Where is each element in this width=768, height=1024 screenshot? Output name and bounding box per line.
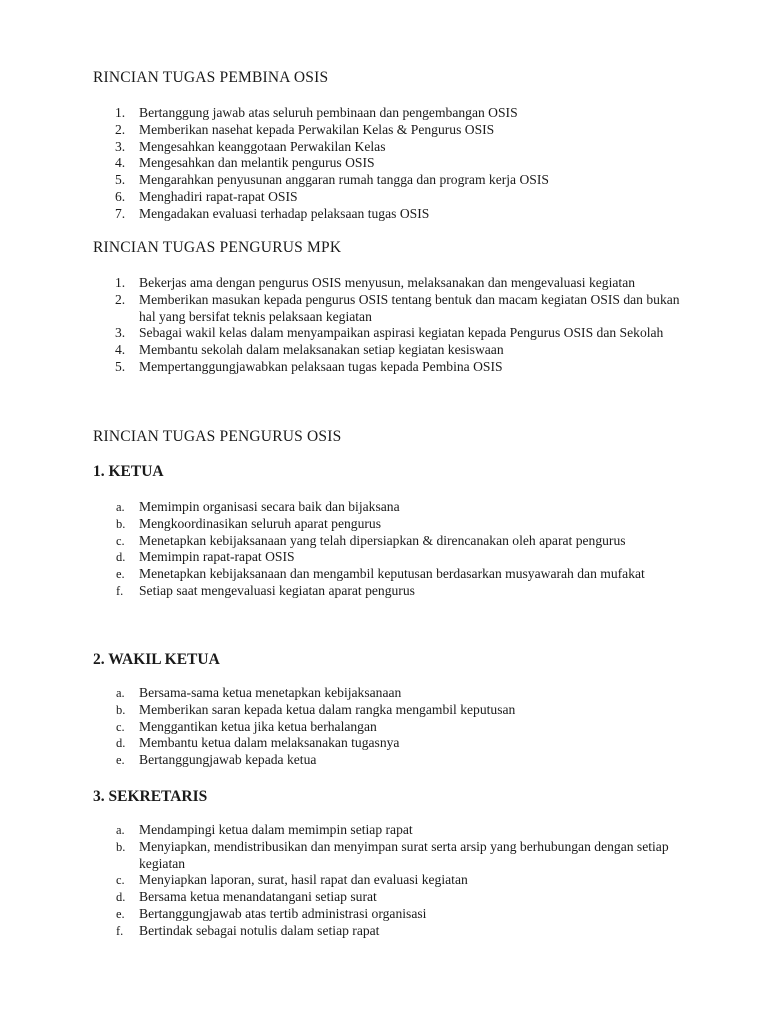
- list-item-marker: 4.: [115, 342, 126, 358]
- list-item: [0, 275, 768, 292]
- list-item-text: Mendampingi ketua dalam memimpin setiap rapat: [139, 822, 413, 837]
- list-item-marker: b.: [116, 702, 126, 717]
- sekretaris-heading: 3. SEKRETARIS: [93, 788, 208, 805]
- list-item-text: Memberikan nasehat kepada Perwakilan Kelas & Pengurus OSIS: [139, 121, 495, 137]
- list-item-marker: 7.: [115, 205, 126, 221]
- list-item: [0, 189, 768, 206]
- list-item-marker: 3.: [115, 138, 126, 154]
- list-item-marker: c.: [116, 719, 125, 734]
- list-item-text: Bertanggungjawab atas tertib administrasi organisasi: [139, 905, 427, 921]
- list-item: [0, 719, 768, 736]
- list-item-text: Mengarahkan penyusunan anggaran rumah tangga dan program kerja OSIS: [139, 172, 549, 188]
- list-item-marker: 2.: [115, 291, 126, 307]
- list-item-marker: a.: [116, 686, 125, 700]
- pengurus-heading: RINCIAN TUGAS PENGURUS OSIS: [93, 428, 342, 445]
- list-item: [0, 139, 768, 156]
- list-item-text: Mengadakan evaluasi terhadap pelaksaan tugas OSIS: [139, 205, 430, 221]
- list-item-marker: d.: [116, 736, 126, 751]
- list-item: [0, 172, 768, 189]
- list-item-text: Mempertanggungjawabkan pelaksaan tugas kepada Pembina OSIS: [139, 358, 503, 374]
- list-item-text: Menyiapkan, mendistribusikan dan menyimpan surat serta arsip yang berhubungan dengan setiap kegiatan: [139, 838, 669, 871]
- list-item: [0, 155, 768, 172]
- mpk-heading: RINCIAN TUGAS PENGURUS MPK: [93, 239, 342, 256]
- list-item: [0, 533, 768, 550]
- list-item-text: Menetapkan kebijaksanaan yang telah dipersiapkan & direncanakan oleh aparat pengurus: [139, 532, 626, 548]
- list-item-marker: b.: [116, 839, 126, 854]
- list-item-marker: 1.: [115, 105, 126, 120]
- list-item: [0, 105, 768, 122]
- list-item-marker: 5.: [115, 358, 126, 374]
- list-item-text: Bekerjas ama dengan pengurus OSIS menyusun, melaksanakan dan mengevaluasi kegiatan: [139, 275, 636, 290]
- list-item-text: Sebagai wakil kelas dalam menyampaikan aspirasi kegiatan kepada Pengurus OSIS dan Sekolah: [139, 325, 664, 341]
- list-item-text: Bertanggung jawab atas seluruh pembinaan dan pengembangan OSIS: [139, 105, 518, 120]
- wakil-ketua-heading: 2. WAKIL KETUA: [93, 651, 220, 668]
- list-item-marker: c.: [116, 873, 125, 888]
- list-item-marker: b.: [116, 516, 126, 531]
- list-item: [0, 685, 768, 702]
- list-item-text: Menyiapkan laporan, surat, hasil rapat dan evaluasi kegiatan: [139, 872, 468, 888]
- list-item-text: Memimpin rapat-rapat OSIS: [139, 549, 295, 565]
- pembina-heading: RINCIAN TUGAS PEMBINA OSIS: [93, 69, 329, 86]
- list-item-text: Menggantikan ketua jika ketua berhalangan: [139, 718, 377, 734]
- list-item: [0, 206, 768, 223]
- list-item-text: Bertanggungjawab kepada ketua: [139, 752, 317, 768]
- list-item-marker: 2.: [115, 121, 126, 137]
- list-item: [0, 292, 768, 326]
- list-item-marker: 5.: [115, 172, 126, 188]
- list-item-text: Menetapkan kebijaksanaan dan mengambil keputusan berdasarkan musyawarah dan mufakat: [139, 566, 645, 582]
- list-item-marker: 6.: [115, 188, 126, 204]
- list-item: [0, 549, 768, 566]
- list-item: [0, 702, 768, 719]
- list-item-marker: e.: [116, 567, 125, 582]
- list-item: [0, 839, 768, 873]
- list-item: [0, 822, 768, 839]
- list-item-text: Mengkoordinasikan seluruh aparat pengurus: [139, 515, 381, 531]
- ketua-heading: 1. KETUA: [93, 463, 164, 480]
- list-item-text: Mengesahkan dan melantik pengurus OSIS: [139, 155, 375, 171]
- list-item: [0, 342, 768, 359]
- list-item-marker: d.: [116, 890, 126, 905]
- list-item: [0, 325, 768, 342]
- list-item: [0, 889, 768, 906]
- list-item-marker: a.: [116, 823, 125, 837]
- wakil-ketua-list: [0, 685, 768, 769]
- list-item-text: Membantu ketua dalam melaksanakan tugasnya: [139, 735, 400, 751]
- list-item-marker: a.: [116, 500, 125, 514]
- list-item-marker: f.: [116, 923, 124, 938]
- pembina-list: [0, 105, 768, 223]
- list-item: [0, 516, 768, 533]
- list-item-text: Memimpin organisasi secara baik dan bijaksana: [139, 499, 400, 514]
- list-item: [0, 499, 768, 516]
- list-item-text: Mengesahkan keanggotaan Perwakilan Kelas: [139, 138, 386, 154]
- list-item-text: Menghadiri rapat-rapat OSIS: [139, 188, 298, 204]
- list-item-text: Memberikan saran kepada ketua dalam rangka mengambil keputusan: [139, 701, 516, 717]
- ketua-list: [0, 499, 768, 600]
- list-item-marker: c.: [116, 533, 125, 548]
- list-item: [0, 566, 768, 583]
- list-item-marker: e.: [116, 753, 125, 768]
- list-item: [0, 359, 768, 376]
- list-item-marker: e.: [116, 906, 125, 921]
- list-item: [0, 752, 768, 769]
- sekretaris-list: [0, 822, 768, 940]
- list-item-marker: 4.: [115, 155, 126, 171]
- list-item: [0, 906, 768, 923]
- list-item: [0, 735, 768, 752]
- list-item-marker: 1.: [115, 275, 126, 290]
- mpk-list: [0, 275, 768, 376]
- list-item-text: Bersama ketua menandatangani setiap surat: [139, 889, 377, 905]
- list-item-text: Setiap saat mengevaluasi kegiatan aparat pengurus: [139, 582, 415, 598]
- list-item-marker: d.: [116, 550, 126, 565]
- list-item-marker: 3.: [115, 325, 126, 341]
- list-item: [0, 122, 768, 139]
- list-item: [0, 872, 768, 889]
- list-item-text: Bertindak sebagai notulis dalam setiap rapat: [139, 922, 380, 938]
- list-item: [0, 583, 768, 600]
- list-item-marker: f.: [116, 583, 124, 598]
- list-item-text: Memberikan masukan kepada pengurus OSIS tentang bentuk dan macam kegiatan OSIS dan bukan hal yang bersifat teknis pelaksaan kegiatan: [139, 291, 680, 324]
- list-item-text: Bersama-sama ketua menetapkan kebijaksanaan: [139, 685, 402, 700]
- list-item-text: Membantu sekolah dalam melaksanakan setiap kegiatan kesiswaan: [139, 342, 504, 358]
- list-item: [0, 923, 768, 940]
